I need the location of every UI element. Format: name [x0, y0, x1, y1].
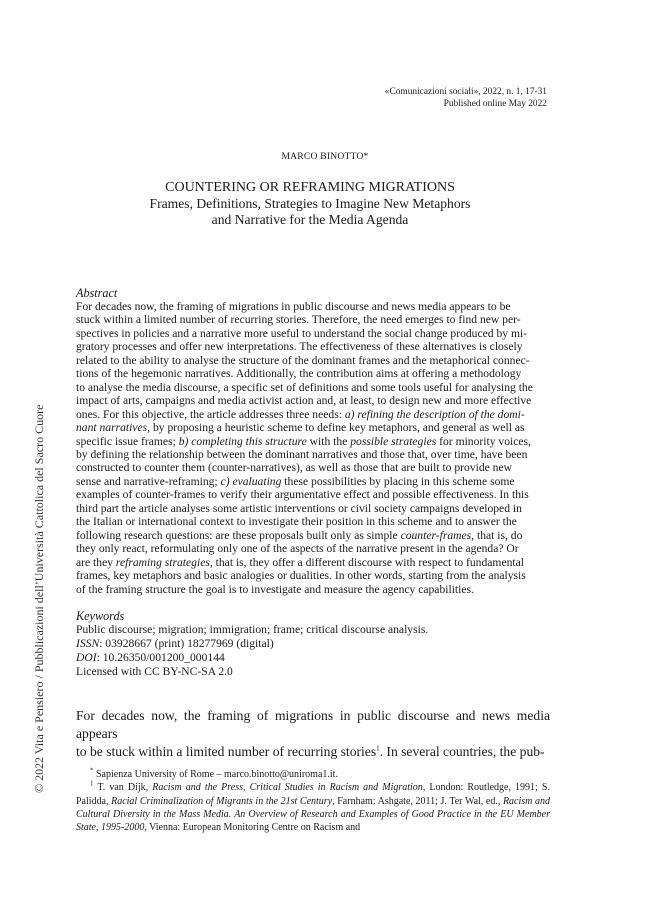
abstract-text-segment: , that is, do [471, 528, 523, 542]
abstract-line [76, 515, 550, 528]
abstract-text-segment: ones. For this objective, the article addresses three needs: [76, 407, 345, 421]
abstract-text-segment: for minority voices, [436, 434, 531, 448]
author-footnote-mark: * [363, 151, 369, 162]
abstract-line [76, 502, 550, 515]
abstract-line [76, 300, 550, 313]
journal-header [385, 86, 547, 110]
abstract-text-segment: the Italian or international context to investigate their position in this scheme and to answer the [76, 515, 517, 529]
abstract-text-segment: these possibilities by placing in this scheme some [281, 474, 515, 488]
body-line-1: For decades now, the framing of migrations in public discourse and news media appears [76, 708, 550, 741]
abstract-line [76, 461, 550, 474]
abstract-text-segment: For decades now, the framing of migrations in public discourse and news media appears to be [76, 300, 511, 313]
abstract-text-segment: tions of the hegemonic narratives. Additionally, the contribution aims at offering a methodology [76, 367, 522, 381]
title-block [0, 180, 620, 227]
footnote-text-segment: Racial Criminalization of Migrants in the 21st Century [111, 795, 333, 807]
abstract-text-segment: are they [76, 555, 116, 569]
abstract-text-segment: impact of arts, campaigns and media activist action and, at least, to design new and more effective [76, 394, 532, 408]
doi-line [76, 651, 550, 665]
abstract-text-segment: , that is, they offer a different discourse with respect to fundamental [209, 555, 524, 569]
abstract-line [76, 381, 550, 394]
abstract-text-segment: specific issue frames; [76, 434, 179, 448]
issn-line [76, 637, 550, 651]
abstract-text-segment: , by proposing a heuristic scheme to define key metaphors, and general as well as [147, 421, 525, 435]
footnote [76, 781, 550, 834]
side-copyright: © 2022 Vita e Pensiero / Pubblicazioni dell’Università Cattolica del Sacro Cuore [32, 404, 46, 793]
abstract-text-segment: possible strategies [350, 434, 437, 448]
abstract-text-segment: examples of counter-frames to verify their argumentative effect and possible effectiveness. In this [76, 488, 529, 502]
article-subtitle-line-1: Frames, Definitions, Strategies to Imagine New Metaphors [149, 196, 471, 211]
abstract-line [76, 529, 550, 542]
body-line-2-end: . In several countries, the pub- [379, 744, 545, 759]
abstract-text-segment: with the [306, 434, 351, 448]
abstract-text-segment: of the framing structure the goal is to investigate and measure the agency capabilities. [76, 582, 474, 596]
abstract-text-segment: constructed to counter them (counter-narratives), as well as those that are built to provide new [76, 461, 512, 475]
footnote-text-segment: , Vienna: European Monitoring Centre on Racism and [144, 822, 361, 834]
abstract-text-segment: reframing strategies [115, 555, 210, 569]
abstract-line [76, 475, 550, 488]
abstract-line [76, 556, 550, 569]
author-name-text: MARCO BINOTTO [281, 151, 364, 162]
abstract-line [76, 340, 550, 353]
author-name [0, 151, 650, 162]
footnote-text-segment: Sapienza University of Rome – marco.binotto@uniroma1.it. [96, 769, 338, 780]
footnote-mark: * [90, 766, 94, 775]
abstract-line [76, 327, 550, 340]
body-paragraph [76, 707, 550, 761]
abstract-text-segment: nant narratives [76, 421, 148, 435]
abstract-text [76, 300, 550, 596]
footnote [76, 768, 550, 781]
footnote-text-segment: Critical Studies in Racism and Migration [249, 782, 423, 794]
abstract-text-segment: to analyse the media discourse, a specific set of definitions and some tools useful for analysing the [76, 380, 533, 394]
abstract-text-segment: frames, key metaphors and basic analogies or dualities. In other words, starting from the analysis [76, 569, 526, 583]
abstract-text-segment: they only react, reformulating only one of the aspects of the narrative present in the agenda? Or [76, 542, 519, 556]
doi-label: DOI [76, 650, 97, 664]
abstract-line [76, 408, 550, 421]
abstract-line [76, 313, 550, 326]
abstract-text-segment: counter-frames [400, 528, 472, 542]
journal-citation: «Comunicazioni sociali», 2022, n. 1, 17-31 [384, 87, 547, 97]
footnotes-section [76, 768, 550, 834]
abstract-line [76, 448, 550, 461]
abstract-line [76, 421, 550, 434]
footnote-mark: 1 [90, 779, 94, 788]
doi-value: : 10.26350/001200_000144 [96, 650, 225, 664]
abstract-text-segment: gratory processes and offer new interpretations. The effectiveness of these alternatives is closely [76, 340, 523, 354]
keywords-section [76, 609, 550, 679]
published-date: Published online May 2022 [443, 99, 547, 109]
abstract-section [76, 286, 550, 596]
abstract-line [76, 569, 550, 582]
abstract-text-segment: spectives in policies and a narrative more useful to understand the social change produced by mi- [76, 326, 528, 340]
footnote-text-segment: Racism and the Press [152, 782, 244, 794]
article-title: COUNTERING OR REFRAMING MIGRATIONS [165, 180, 455, 195]
license-line: Licensed with CC BY-NC-SA 2.0 [76, 664, 233, 678]
abstract-text-segment: following research questions: are these proposals built only as simple [76, 528, 401, 542]
body-line-2 [76, 743, 550, 761]
abstract-line [76, 583, 550, 596]
abstract-line [76, 488, 550, 501]
keywords-text: Public discourse; migration; immigration; frame; critical discourse analysis. [76, 623, 429, 636]
abstract-text-segment: description of the domi- [413, 407, 525, 421]
abstract-line [76, 435, 550, 448]
abstract-text-segment: b) completing this structure [178, 434, 307, 448]
footnote-text-segment: T. van Dijk, [97, 782, 153, 794]
abstract-line [76, 542, 550, 555]
abstract-text-segment: related to the ability to analyse the structure of the dominant frames and the metaphorical connec- [76, 353, 530, 367]
abstract-text-segment: by defining the relationship between the dominant narratives and those that, over time, have been [76, 447, 528, 461]
abstract-text-segment: a) refining the [344, 407, 411, 421]
article-subtitle-line-2: and Narrative for the Media Agenda [211, 211, 409, 227]
issn-label: ISSN [76, 636, 100, 650]
body-line-2-start: to be stuck within a limited number of recurring stories [76, 744, 377, 759]
keywords-label: Keywords [76, 609, 125, 623]
abstract-text-segment: sense and narrative-reframing; [76, 474, 221, 488]
footnote-text-segment: , [243, 782, 250, 794]
abstract-text-segment: third part the article analyses some artistic interventions or civil society campaigns developed in [76, 501, 522, 515]
footnote-ref-1[interactable]: 1 [376, 744, 380, 753]
footnote-text-segment: Racism and Cultural Diversity in the Mass Media. An Overview of Research and Examples of Good Practice in the EU Member State, 1995-2000 [76, 795, 550, 834]
abstract-line [76, 354, 550, 367]
abstract-line [76, 394, 550, 407]
abstract-text-segment: c) evaluating [220, 474, 282, 488]
issn-value: : 03928667 (print) 18277969 (digital) [99, 636, 274, 650]
abstract-label: Abstract [76, 286, 118, 300]
abstract-text-segment: stuck within a limited number of recurring stories. Therefore, the need emerges to find new per- [76, 313, 521, 327]
footnote-text-segment: , London: Routledge, 1991; S. Palidda, [76, 782, 550, 807]
abstract-line [76, 367, 550, 380]
footnote-text-segment: , Farnham: Ashgate, 2011; J. Ter Wal, ed., [332, 795, 503, 807]
